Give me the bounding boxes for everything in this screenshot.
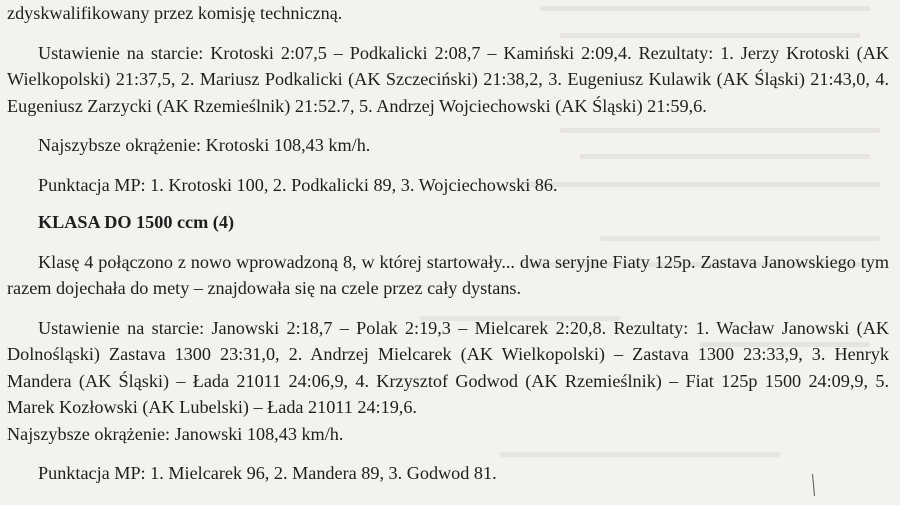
paragraph-points-class-4: Punktacja MP: 1. Mielcarek 96, 2. Mandera 89, 3. Godwod 81. [38,463,497,483]
section-heading-class-4: KLASA DO 1500 ccm (4) [38,212,235,232]
paragraph-start-results-class-a: Ustawienie na starcie: Krotoski 2:07,5 – Podkalicki 2:08,7 – Kamiński 2:09,4. Rezultaty: 1. Jerzy Krotoski (AK Wielkopolski) 21:37,5, 2. Mariusz Podkalicki (AK Szczeciński) 21:38,2, 3. Eugeniusz Kulawik (AK Śląski) 21:43,0, 4. Eugeniusz Zarzycki (AK Rzemieślnik) 21:52.7, 5. Andrzej Wojciechowski (AK Śląski) 21:59,6. [7,42,889,116]
paragraph-start-results-class-4: Ustawienie na starcie: Janowski 2:18,7 – Polak 2:19,3 – Mielcarek 2:20,8. Rezultaty: 1. Wacław Janowski (AK Dolnośląski) Zastava 1300 23:31,0, 2. Andrzej Mielcarek (AK Wielkopolski) – Zastava 1300 23:33,9, 3. Henryk Mandera (AK Śląski) – Łada 21011 24:06,9, 4. Krzysztof Godwod (AK Rzemieślnik) – Fiat 125p 1500 24:09,9, 5. Marek Kozłowski (AK Lubelski) – Łada 21011 24:19,6. [7,317,889,417]
paragraph-points-class-a: Punktacja MP: 1. Krotoski 100, 2. Podkalicki 89, 3. Wojciechowski 86. [38,174,558,195]
paragraph-continuation: zdyskwalifikowany przez komisję techniczną. [7,3,343,23]
paragraph-class-4-intro: Klasę 4 połączono z nowo wprowadzoną 8, w której startowały... dwa seryjne Fiaty 125p. Zastava Janowskiego tym razem dojechała do mety – znajdowała się na czele przez cały dystans. [7,251,889,298]
paragraph-fastest-lap-class-4: Najszybsze okrążenie: Janowski 108,43 km/h. [7,423,344,444]
document-page [7,0,889,487]
paragraph-fastest-lap-class-a: Najszybsze okrążenie: Krotoski 108,43 km/h. [38,135,371,155]
